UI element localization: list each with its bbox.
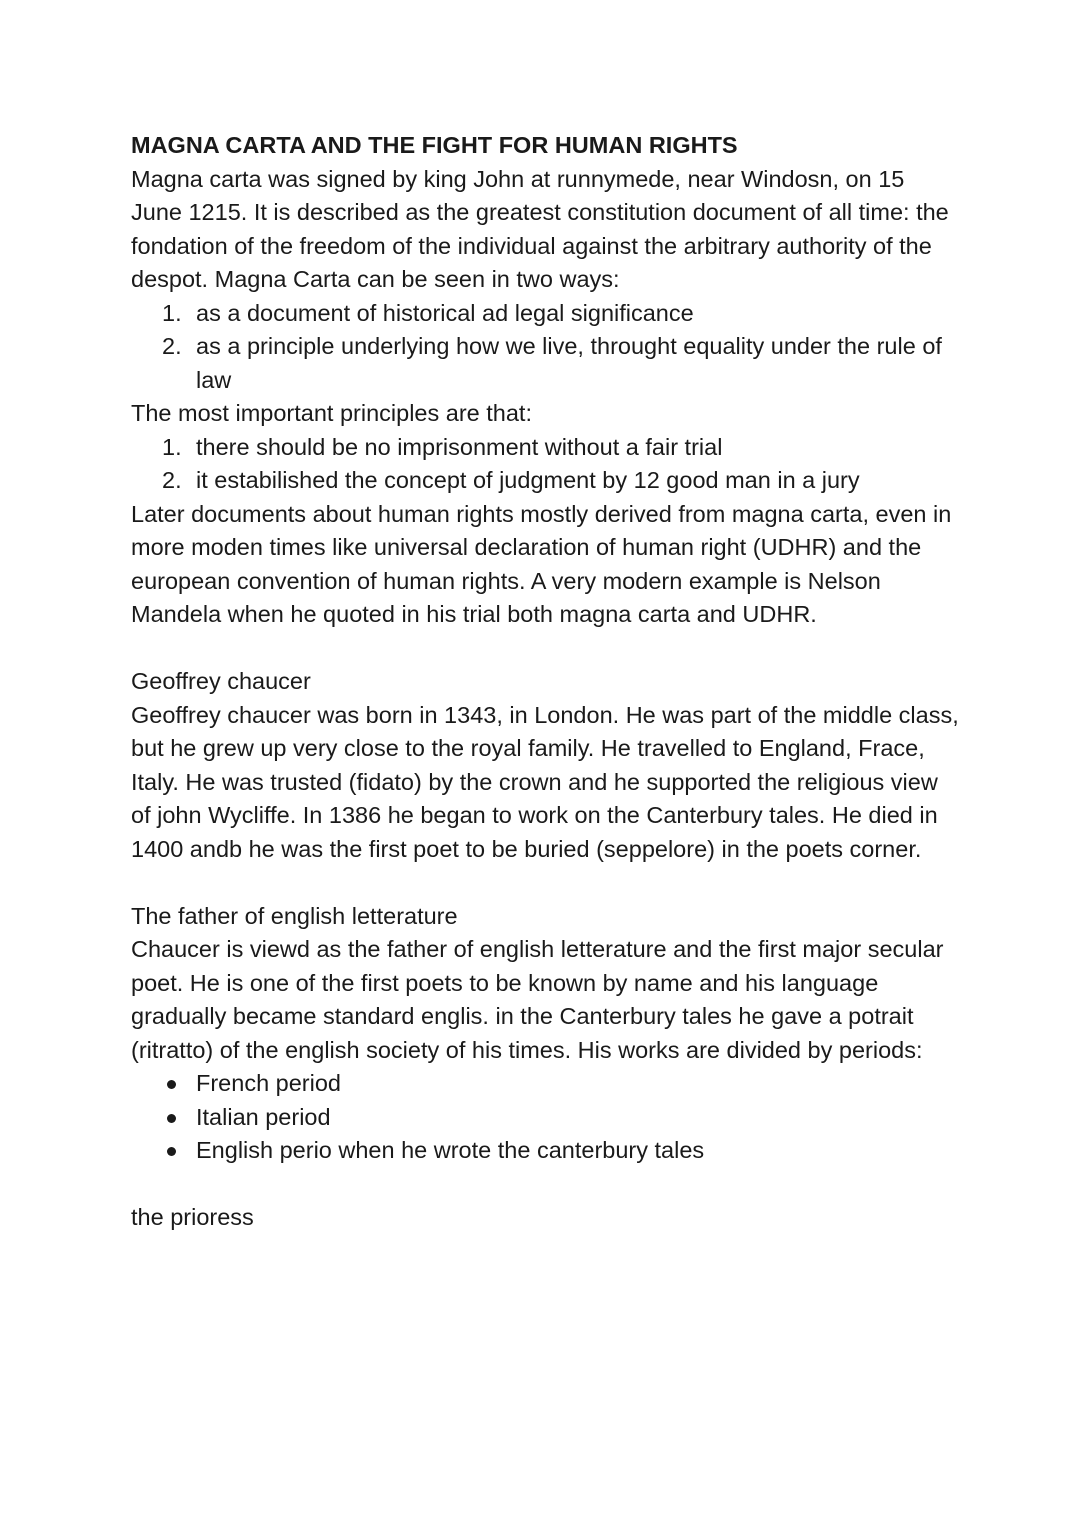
list-number: 2. bbox=[162, 333, 182, 359]
list-item bbox=[131, 1134, 961, 1168]
list-item bbox=[131, 1067, 961, 1101]
document-page bbox=[131, 129, 961, 1235]
paragraph-spacer bbox=[131, 1168, 961, 1202]
list-item-text: French period bbox=[196, 1070, 341, 1096]
bullet-icon bbox=[167, 1147, 176, 1156]
list-item-text: it estabilished the concept of judgment by 12 good man in a jury bbox=[196, 467, 860, 493]
list-item bbox=[131, 464, 961, 498]
list-item-text: there should be no imprisonment without a fair trial bbox=[196, 433, 723, 460]
list-item bbox=[131, 431, 961, 465]
document-title: MAGNA CARTA AND THE FIGHT FOR HUMAN RIGHTS bbox=[131, 132, 738, 158]
list-item bbox=[131, 1101, 961, 1135]
magna-carta-intro: Magna carta was signed by king John at runnymede, near Windosn, on 15 June 1215. It is described as the greatest constitution document of all time: the fondation of the freedom of the individual against the arbitrary authority of the despot. Magna Carta can be seen in two ways: bbox=[131, 165, 949, 292]
list-item-text: English perio when he wrote the canterbury tales bbox=[196, 1137, 705, 1163]
paragraph-spacer bbox=[131, 632, 961, 666]
list-item-text: as a principle underlying how we live, throught equality under the rule of law bbox=[196, 333, 942, 393]
father-paragraph: Chaucer is viewd as the father of english letterature and the first major secular poet. He is one of the first poets to be known by name and his language gradually became standard englis. in the Canterbury tales he gave a potrait (ritratto) of the english society of his times. His works are divided by periods: bbox=[131, 936, 944, 1063]
list-item-text: Italian period bbox=[196, 1103, 331, 1130]
list-number: 1. bbox=[162, 299, 182, 326]
father-heading: The father of english letterature bbox=[131, 902, 458, 929]
chaucer-heading: Geoffrey chaucer bbox=[131, 668, 311, 694]
ways-list bbox=[131, 297, 961, 398]
paragraph-spacer bbox=[131, 866, 961, 900]
list-number: 2. bbox=[162, 467, 182, 493]
prioress-heading: the prioress bbox=[131, 1204, 254, 1230]
list-item bbox=[131, 297, 961, 331]
list-number: 1. bbox=[162, 433, 182, 460]
chaucer-biography: Geoffrey chaucer was born in 1343, in London. He was part of the middle class, but he grew up very close to the royal family. He travelled to England, Frace, Italy. He was trusted (fidato) by the crown and he supported the religious view of john Wycliffe. In 1386 he began to work on the Canterbury tales. He died in 1400 andb he was the first poet to be buried (seppelore) in the poets corner. bbox=[131, 701, 959, 862]
list-item-text: as a document of historical ad legal significance bbox=[196, 299, 694, 326]
principles-intro: The most important principles are that: bbox=[131, 400, 532, 426]
bullet-icon bbox=[167, 1114, 176, 1123]
list-item bbox=[131, 330, 961, 397]
bullet-icon bbox=[167, 1080, 176, 1089]
periods-list bbox=[131, 1067, 961, 1168]
principles-list bbox=[131, 431, 961, 498]
later-documents-paragraph: Later documents about human rights mostly derived from magna carta, even in more moden times like universal declaration of human right (UDHR) and the european convention of human rights. A very modern example is Nelson Mandela when he quoted in his trial both magna carta and UDHR. bbox=[131, 500, 952, 627]
